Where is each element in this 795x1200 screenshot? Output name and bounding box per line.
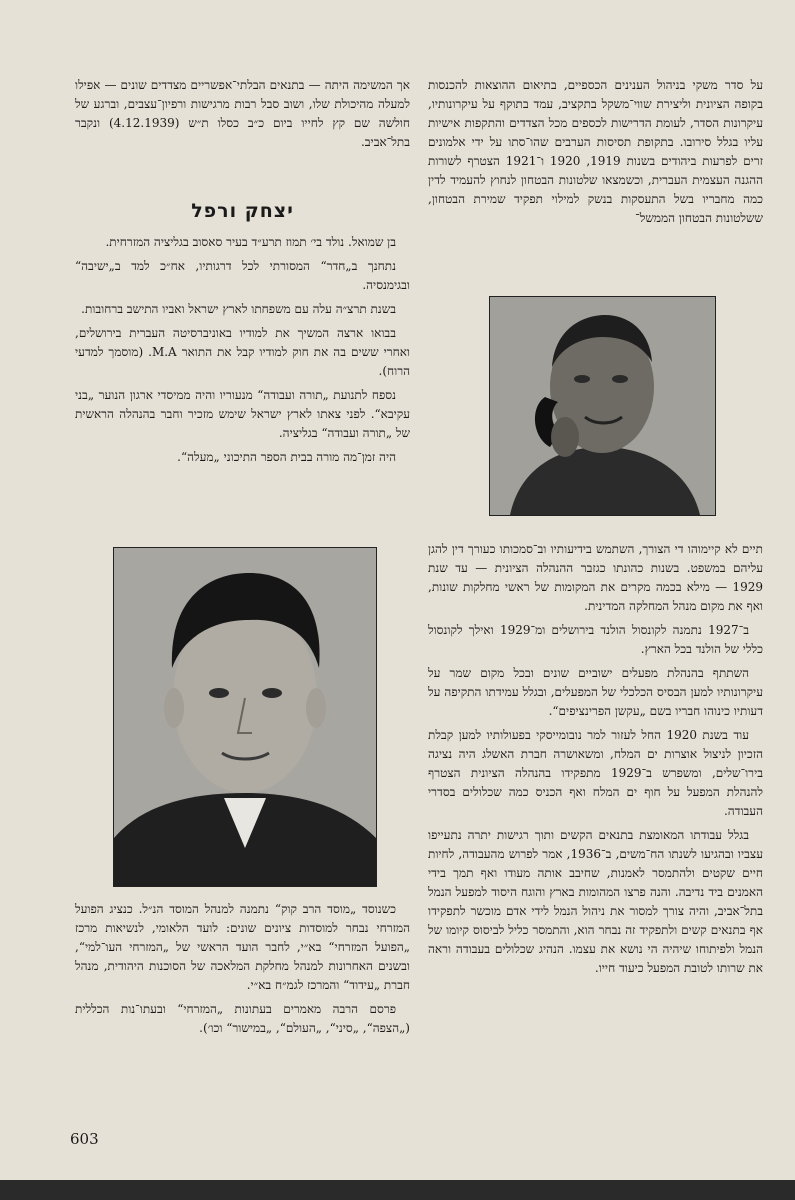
portrait-photo-man-on-phone (489, 296, 716, 516)
paragraph: השתתף בהנהלת מפעלים ישוביים שונים ובכל מקום שמר על עיקרונותיו למען הבסיס הכלכלי של המפעלים, ובגלל עמידתו התקיפה על דעותיו כינוהו חבריו בשם „עקשן הפרינציפים“. (428, 666, 763, 718)
paragraph: פרסם הרבה מאמרים בעתונות „המזרחי“ ובעתו־נות הכללית („הצפה“, „סיני“, „העולם“, „במישור“ וכו׳). (75, 1002, 410, 1035)
paragraph: תיים לא קיימוהו די הצורך, השתמש בידיעותיו וב־סמכותו כעורך דין להגן עליהם במשפט. בשנות כהונתו כגזבר ההנהלה הציונית — עד שנת 1929 — מילא בכמה מקרים את המקומות של ראשי מחלקות שונות, ואף את מקום מנהל המחלקה המדינית. (428, 542, 763, 613)
section-heading: יצחק ורפל (191, 200, 294, 222)
paragraph: אך המשימה היתה — בתנאים הבלתי־אפשריים מצדדים שונים — אפילו למעלה מהיכולת שלו, ושוב סבל רבות מרגישות ורפיון־עצבים, וברגע של חולשה שם קץ לחייו ביום כ״ב כסלו ת״ש (4.12.1939) ונקבר בתל־אביב. (75, 78, 410, 149)
right-column-top-text (428, 76, 763, 233)
left-column-bottom-text (75, 900, 410, 1043)
scan-bottom-edge (0, 1180, 795, 1200)
paragraph: בן שמואל. נולד בי׳ תמוז תרע״ד בעיר סאסוב בגליציה המזרחית. (105, 235, 396, 249)
left-column-middle-text (75, 233, 410, 472)
left-column-top-text (75, 76, 410, 157)
portrait-photo-young-man (113, 547, 377, 887)
paragraph: בבואו ארצה המשיך את למודיו באוניברסיטה העברית בירושלים, ואחרי ששים בה את חוק למודיו קבל את התואר M.A. (מוסמך למדעי הרוח). (75, 326, 410, 378)
paragraph: כשנוסד „מוסד הרב קוק“ נתמנה למנהל המוסד הנ״ל. כנציג הפועל המזרחי נבחר למוסדות ציונים שונים: לועד הלאומי, לנשיאות מרכז „הפועל המזרחי“ בא״י, לחבר הועד הראשי של „המזרחי העו־למי“, ובשנים האחרונות למנהל מחלקת המלאכה של הסוכנות היהודית, מנהל חברת „עידוד“ והמרכז לגמ״ח בא״י. (75, 902, 410, 992)
paragraph: ב־1927 נתמנה לקונסול הולנד בירושלים ומ־1929 ואילך לקונסול כללי של הולנד בכל הארץ. (428, 623, 763, 656)
paragraph: היה זמן־מה מורה בבית הספר התיכוני „מעלה“. (177, 450, 396, 464)
right-column-bottom-text (428, 540, 763, 983)
page-number: 603 (70, 1130, 99, 1148)
paragraph: עוד בשנת 1920 החל לעזור למר נובומייסקי בפעולותיו למען קבלת הזכיון לניצול אוצרות ים המלח, ומשאושרה חברת האשלג היה נציגה בירו־שלים, ומשפרש ב־1929 מתפקידו בהנהלה הציונית הצטרף להנהלת המפעל על חוף ים המלח ואף הכניס כמה שכלולים בסדרי העבודה. (428, 728, 763, 818)
paragraph: בשנת תרצ״ה עלה עם משפחתו לארץ ישראל ואביו התישב ברחובות. (81, 302, 396, 316)
paragraph: נתחנך ב„חדר“ המסורתי לכל דרגותיו, אח״כ למד ב„ישיבה“ ובגימנסיה. (75, 259, 410, 292)
paragraph: על סדר משקי בניהול הענינים הכספיים, בתיאום ההוצאות להכנסות בקופה הציונית וליצירת שווי־משקל בתקציב, עמד בתוקף על עיקרונותיו, עיקרונות הסדר, לעומת הדרישות לכספים מכל הצדדים והתקפות אישיות עליו בגלל סירובו. בתקופת תסיסות הערבים שהו־סתו על ידי אלמונים זרים לפרעות ביהודים בשנות 1919, 1920 ו־1921 הצטרף לשורות ההגנה העצמית העברית, וכשמצאו שלטונות הבטחון לנחוץ להעמיד לדין כמה מחבריו בשל התעסקות בנשק למילוי תפקיד שמירת הבטחון, ששלטונות הבטחון הממשל־ (428, 78, 763, 225)
paragraph: נספח לתנועת „תורה ועבודה“ מנעוריו והיה ממיסדי ארגון הנוער „בני עקיבא“. לפני צאתו לארץ ישראל שימש מזכיר וחבר בהנהלה הראשית של „תורה ועבודה“ בגליציה. (75, 388, 410, 440)
paragraph: בגלל עבודתו המאומצת בתנאים הקשים ותוך רגישות יתרה נתעייפו עצביו ובהגיעו לשנתו הח־משים, ב־1936, אמר לפרוש מהעבודה, לחיות חיים שקטים ולהתמסר לאמנות, שחיבב אותה מעודו ואף תמך בידי האמנים ביד נדיבה. והנה פרצו המהומות בארץ והוגח היסוד למפעל הנמל בתל־אביב, והיה צורך למסור את ניהול הנמל לידי אדם מוכשר לתפקידו אף בתנאים קשים ולתפקיד זה נבחר הוא, והתמסר כליל לביסוס קיומו של הנמל ולפיתוחו שיהיה הי נושא את עצמו. הנהיג שכלולים בעבודה וראה את שרותו לטובת המפעל כיעוד חייו. (428, 828, 763, 975)
